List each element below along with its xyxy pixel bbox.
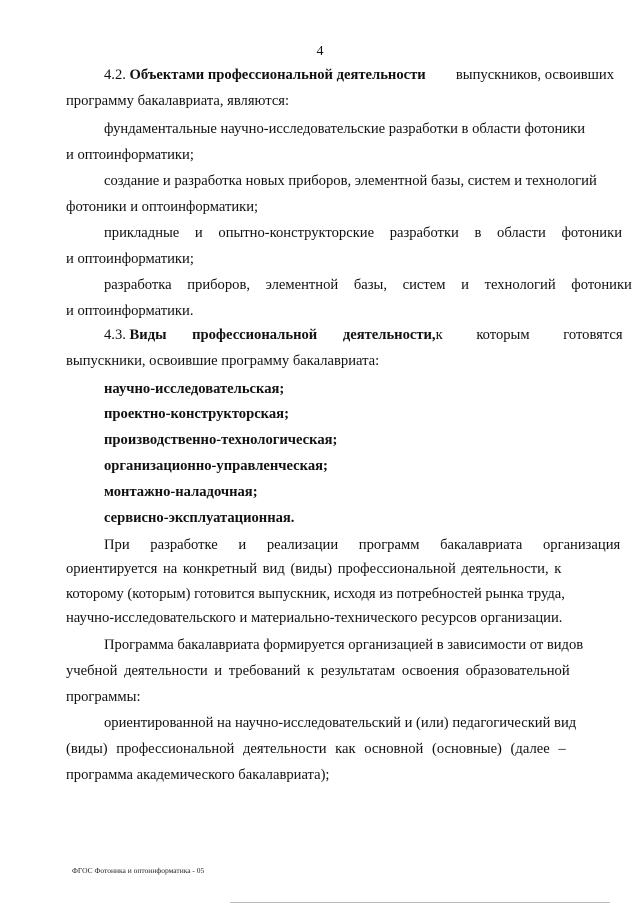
object-item-3: прикладные и опытно-конструкторские разработки в области фотоники	[104, 225, 623, 241]
section-bold-term: Объектами профессиональной деятельности	[129, 67, 426, 83]
paragraph-program-line-3: программы:	[66, 689, 141, 705]
object-item-4: разработка приборов, элементной базы, систем и технологий фотоники	[104, 277, 632, 293]
paragraph-academic-line-2: (виды) профессиональной деятельности как основной (основные) (далее –	[66, 741, 566, 757]
section-heading-rest: к которым готовятся	[435, 327, 623, 343]
paragraph-program-line-1: Программа бакалавриата формируется организацией в зависимости от видов	[104, 637, 584, 653]
section-4-2-continuation: программу бакалавриата, являются:	[66, 93, 290, 109]
object-item-1	[104, 120, 614, 138]
object-item-2-cont: фотоники и оптоинформатики;	[66, 199, 259, 215]
paragraph-orientation-line-3: которому (которым) готовится выпускник, исходя из потребностей рынка труда,	[66, 586, 565, 602]
page-number: 4	[316, 44, 324, 59]
section-4-3-heading	[104, 326, 623, 344]
activity-type: сервисно-эксплуатационная.	[104, 510, 295, 526]
object-item-2: создание и разработка новых приборов, элементной базы, систем и технологий	[104, 173, 597, 189]
object-item-3-cont: и оптоинформатики;	[66, 251, 194, 267]
section-heading-rest: выпускников, освоивших	[455, 67, 614, 83]
section-bold-term: Виды профессиональной деятельности,	[129, 327, 436, 343]
scan-edge-line	[230, 902, 610, 903]
section-4-2-heading	[104, 66, 614, 84]
paragraph-program-line-2: учебной деятельности и требований к результатам освоения образовательной	[66, 663, 570, 679]
paragraph-orientation-line-1: При разработке и реализации программ бакалавриата организация	[104, 537, 621, 553]
object-item-4-cont: и оптоинформатики.	[66, 303, 194, 319]
paragraph-academic-line-3: программа академического бакалавриата);	[66, 767, 330, 783]
object-line: фундаментальные научно-исследовательские разработки в области фотоники	[104, 121, 586, 137]
paragraph-academic-line-1: ориентированной на научно-исследовательский и (или) педагогический вид	[104, 715, 577, 731]
object-item-1-cont: и оптоинформатики;	[66, 147, 194, 163]
section-number: 4.3.	[104, 327, 126, 343]
activity-type: проектно-конструкторская;	[104, 406, 289, 422]
section-number: 4.2.	[104, 67, 126, 83]
section-4-3-continuation: выпускники, освоившие программу бакалавриата:	[66, 353, 380, 369]
footer-label: ФГОС Фотоника и оптоинформатика - 05	[72, 866, 205, 875]
paragraph-orientation-line-2: ориентируется на конкретный вид (виды) профессиональной деятельности, к	[66, 561, 562, 577]
activity-type: научно-исследовательская;	[104, 381, 285, 397]
activity-type: организационно-управленческая;	[104, 458, 328, 474]
activity-type: производственно-технологическая;	[104, 432, 338, 448]
activity-type: монтажно-наладочная;	[104, 484, 258, 500]
paragraph-orientation-line-4: научно-исследовательского и материально-технического ресурсов организации.	[66, 610, 563, 626]
